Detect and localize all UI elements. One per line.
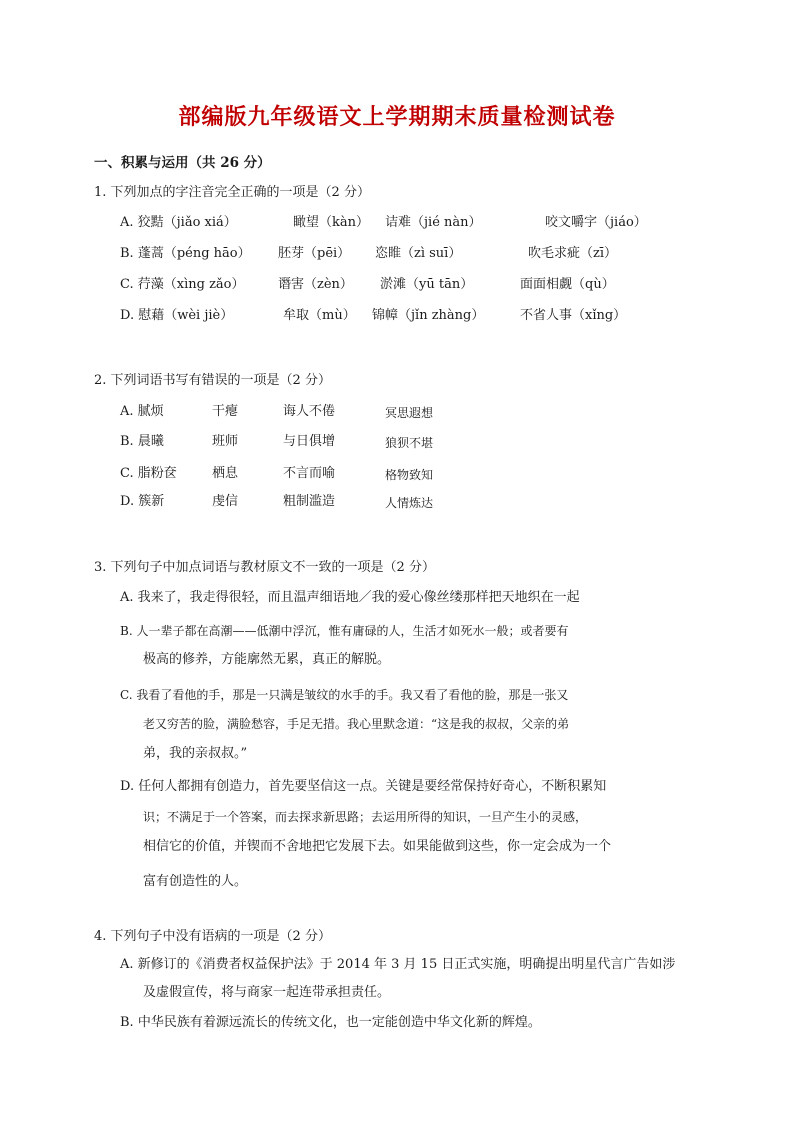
q3-option-b-line1: B. 人一辈子都在高潮——低潮中浮沉，惟有庸碌的人，生活才如死水一般；或者要有 <box>120 624 569 638</box>
q2-option-d-word2: 虔信 <box>212 494 239 509</box>
q3-option-c-line1: C. 我看了看他的手，那是一只满是皱纹的水手的手。我又看了看他的脸，那是一张又 <box>120 688 569 702</box>
q3-option-d-line3: 相信它的价值，并锲而不舍地把它发展下去。如果能做到这些，你一定会成为一个 <box>143 839 612 854</box>
q3-option-d-line4: 富有创造性的人。 <box>143 874 248 889</box>
q4-option-b: B. 中华民族有着源远流长的传统文化，也一定能创造中华文化新的辉煌。 <box>120 1015 541 1030</box>
q1-option-b-word1: B. 蓬蒿（péng hāo） <box>120 246 251 261</box>
q3-option-c-line3: 弟，我的亲叔叔。” <box>143 746 248 761</box>
q3-option-d-line1: D. 任何人都拥有创造力，首先要坚信这一点。关键是要经常保持好奇心，不断积累知 <box>120 779 607 794</box>
q2-option-b-word4: 狼狈不堪 <box>385 436 434 450</box>
q1-option-a-word2: 瞰望（kàn） <box>293 215 370 230</box>
q1-option-a-word1: A. 狡黠（jiǎo xiá） <box>120 215 237 230</box>
q2-option-a-word2: 干瘪 <box>212 404 239 419</box>
q1-option-d-word2: 牟取（mù） <box>283 308 356 323</box>
q3-option-b-line2: 极高的修养，方能廓然无累，真正的解脱。 <box>143 652 391 667</box>
q3-option-a: A. 我来了，我走得很轻，而且温声细语地／我的爱心像丝缕那样把天地织在一起 <box>120 590 580 605</box>
q2-option-b-word3: 与日俱增 <box>283 434 336 449</box>
q1-option-c-word4: 面面相觑（qù） <box>520 277 615 292</box>
q1-option-b-word2: 胚芽（pēi） <box>278 246 351 261</box>
q1-option-a-word3: 诘难（jié nàn） <box>385 215 482 230</box>
q2-option-b-word1: B. 晨曦 <box>120 434 164 449</box>
q1-option-b-word4: 吹毛求疵（zī） <box>528 246 618 261</box>
q1-option-c-word1: C. 荇藻（xìng zǎo） <box>120 277 245 292</box>
question-1-stem: 1. 下列加点的字注音完全正确的一项是（2 分） <box>94 185 370 200</box>
q4-option-a-line1: A. 新修订的《消费者权益保护法》于 2014 年 3 月 15 日正式实施，明确提出明星代言广告如涉 <box>120 957 676 972</box>
q2-option-d-word1: D. 簇新 <box>120 494 165 509</box>
q2-option-d-word4: 人情炼达 <box>385 496 434 510</box>
q1-option-c-word2: 谮害（zèn） <box>278 277 353 292</box>
q2-option-b-word2: 班师 <box>212 434 239 449</box>
q1-option-d-word1: D. 慰藉（wèi jiè） <box>120 308 234 323</box>
q2-option-c-word4: 格物致知 <box>385 468 434 482</box>
page-title: 部编版九年级语文上学期期末质量检测试卷 <box>178 105 616 130</box>
q2-option-c-word2: 栖息 <box>212 466 239 481</box>
q1-option-a-word4: 咬文嚼字（jiáo） <box>545 215 647 230</box>
q3-option-c-line2: 老又穷苦的脸，满脸愁容，手足无措。我心里默念道：“这是我的叔叔，父亲的弟 <box>143 717 570 731</box>
q2-option-c-word3: 不言而喻 <box>283 466 336 481</box>
q4-option-a-line2: 及虚假宣传，将与商家一起连带承担责任。 <box>143 985 391 1000</box>
q1-option-d-word3: 锦幛（jǐn zhàng） <box>372 308 485 323</box>
q1-option-d-word4: 不省人事（xǐng） <box>520 308 627 323</box>
section-heading: 一、积累与运用（共 26 分） <box>94 155 271 171</box>
q2-option-d-word3: 粗制滥造 <box>283 494 336 509</box>
question-4-stem: 4. 下列句子中没有语病的一项是（2 分） <box>94 929 331 944</box>
question-2-stem: 2. 下列词语书写有错误的一项是（2 分） <box>94 373 331 388</box>
q1-option-c-word3: 淤滩（yū tān） <box>380 277 474 292</box>
question-3-stem: 3. 下列句子中加点词语与教材原文不一致的一项是（2 分） <box>94 560 435 575</box>
q2-option-a-word3: 诲人不倦 <box>283 404 336 419</box>
q2-option-a-word1: A. 腻烦 <box>120 404 164 419</box>
q2-option-a-word4: 冥思遐想 <box>385 406 434 420</box>
q1-option-b-word3: 恣睢（zì suī） <box>375 246 462 261</box>
q3-option-d-line2: 识；不满足于一个答案，而去探求新思路；去运用所得的知识，一旦产生小的灵感， <box>143 810 588 824</box>
q2-option-c-word1: C. 脂粉奁 <box>120 466 177 481</box>
